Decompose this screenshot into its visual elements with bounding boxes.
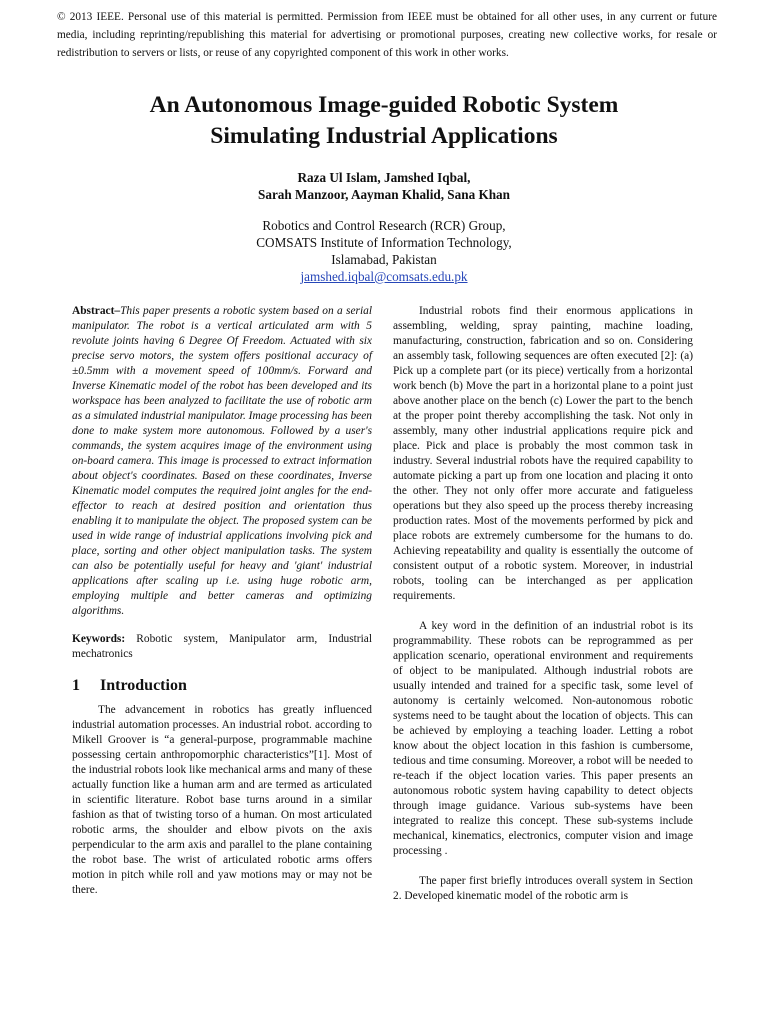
keywords-text: Robotic system, Manipulator arm, Industrial mechatronics: [72, 633, 372, 660]
intro-paragraph-1: The advancement in robotics has greatly influenced industrial automation processes. An industrial robot. according to Mikell Groover is “a general-purpose, programmable machine possessing certain anthropomorphic characteristics”[1]. Most of the industrial robots look like mechanical arms and many of these actually function like a human arm and are termed as articulated in scientific literature. Robot base turns around in a similar fashion as that of twisting torso of a human. On most articulated robotic arms, the shoulder and elbow pivots on the axis perpendicular to the arm axis and parallel to the plane containing the robot base. The wrist of articulated robotic arms offers motion in pitch while roll and yaw motions may or may not be there.: [72, 704, 372, 896]
right-paragraph-1: Industrial robots find their enormous applications in assembling, welding, spray painting, machine loading, manufacturing, construction, fabrication and so on. Considering an assembly task, following sequences are often executed [2]: (a) Pick up a complete part (or its piece) vertically from a horizontal work bench (b) Move the part in a horizontal plane to a point just above another place on the bench (c) Lower the part to the bench at the proper point thereby accomplishing the task. Not only in assembly, many other industrial applications require pick and place. Pick and place is probably the most common task in industry. Several industrial robots have the required capability to automate picking a part up from one location and placing it onto the other. They not only offer more accurate and fatigueless operations but they also speed up the process thereby increasing production rates. Most of the movements performed by pick and place robots are extremely cumbersome for the humans to do. Achieving repeatability and quality is essentially the outcome of consistent output of a robotic system. Moreover, in industrial robots, tooling can be interchanged as per application requirements.: [393, 305, 693, 602]
abstract-text: This paper presents a robotic system based on a serial manipulator. The robot is a vertical articulated arm with 5 revolute joints having 6 Degree Of Freedom. Actuated with six precise servo motors, the system offers positional accuracy of ±0.5mm with a movement speed of 100mm/s. Forward and Inverse Kinematic model of the robot has been developed and its workspace has been analyzed to facilitate the use of robotic arm as a simulated industrial manipulator. Image processing has been done to make system more autonomous. Followed by a user's commands, the system acquires image of the environment using on-board camera. This image is processed to extract information about object's coordinates. Based on these coordinates, Inverse Kinematic model computes the required joint angles for the end-effector to reach at desired position and orientation thus enabling it to manipulate the object. The proposed system can be used in wide range of industrial applications involving pick and place, sorting and other object manipulation tasks. The system can also be potentially useful for heavy and 'giant' industrial applications after scaling up i.e. using huge robotic arm, employing multiple and better cameras and optimizing algorithms.: [72, 305, 372, 617]
affiliation-block: [40, 217, 728, 285]
abstract-label: Abstract–: [72, 305, 121, 317]
right-column: [393, 304, 693, 904]
affiliation-line-1: Robotics and Control Research (RCR) Group,: [262, 218, 506, 233]
paper-title: [40, 90, 728, 152]
keywords-label: Keywords:: [72, 633, 126, 645]
title-line-1: An Autonomous Image-guided Robotic System: [149, 92, 619, 118]
title-line-2: Simulating Industrial Applications: [210, 123, 558, 149]
abstract-paragraph: [72, 304, 372, 619]
right-paragraph-2: A key word in the definition of an industrial robot is its programmability. These robots can be reprogrammed as per application scenario, operational environment and requirements of object to be manipulated. Although industrial robots are usually intended and trained for a specific task, some level of autonomy is certainly welcomed. Non-autonomous robotic systems need to be taught about the location of objects. This can be achieved by employing a teaching loader. Letting a robot know about the object location in this fashion is cumbersome, tedious and time consuming. Moreover, a robot will be needed to re-teach if the object location varies. This paper presents an autonomous robotic system having capability to detect objects through image guidance. Various sub-systems have been integrated to realize this concept. These sub-systems include mechanical, kinematics, electronics, computer vision and image processing .: [393, 620, 693, 857]
authors-line-1: Raza Ul Islam, Jamshed Iqbal,: [297, 170, 471, 185]
affiliation-line-2: COMSATS Institute of Information Technology,: [256, 235, 512, 250]
section-heading-introduction: [72, 675, 372, 697]
left-column: [72, 304, 372, 898]
affiliation-line-3: Islamabad, Pakistan: [331, 252, 437, 267]
section-number: 1: [72, 677, 80, 694]
authors-line-2: Sarah Manzoor, Aayman Khalid, Sana Khan: [258, 187, 510, 202]
author-email-link[interactable]: jamshed.iqbal@comsats.edu.pk: [300, 269, 468, 284]
keywords-paragraph: [72, 632, 372, 662]
author-list: [40, 169, 728, 203]
copyright-notice: © 2013 IEEE. Personal use of this material is permitted. Permission from IEEE must be obtained for all other uses, in any current or future media, including reprinting/republishing this material for advertising or promotional purposes, creating new collective works, for resale or redistribution to servers or lists, or reuse of any copyrighted component of this work in other works.: [57, 11, 717, 59]
section-title: Introduction: [100, 677, 187, 694]
right-paragraph-3: The paper first briefly introduces overall system in Section 2. Developed kinematic model of the robotic arm is: [393, 875, 693, 902]
